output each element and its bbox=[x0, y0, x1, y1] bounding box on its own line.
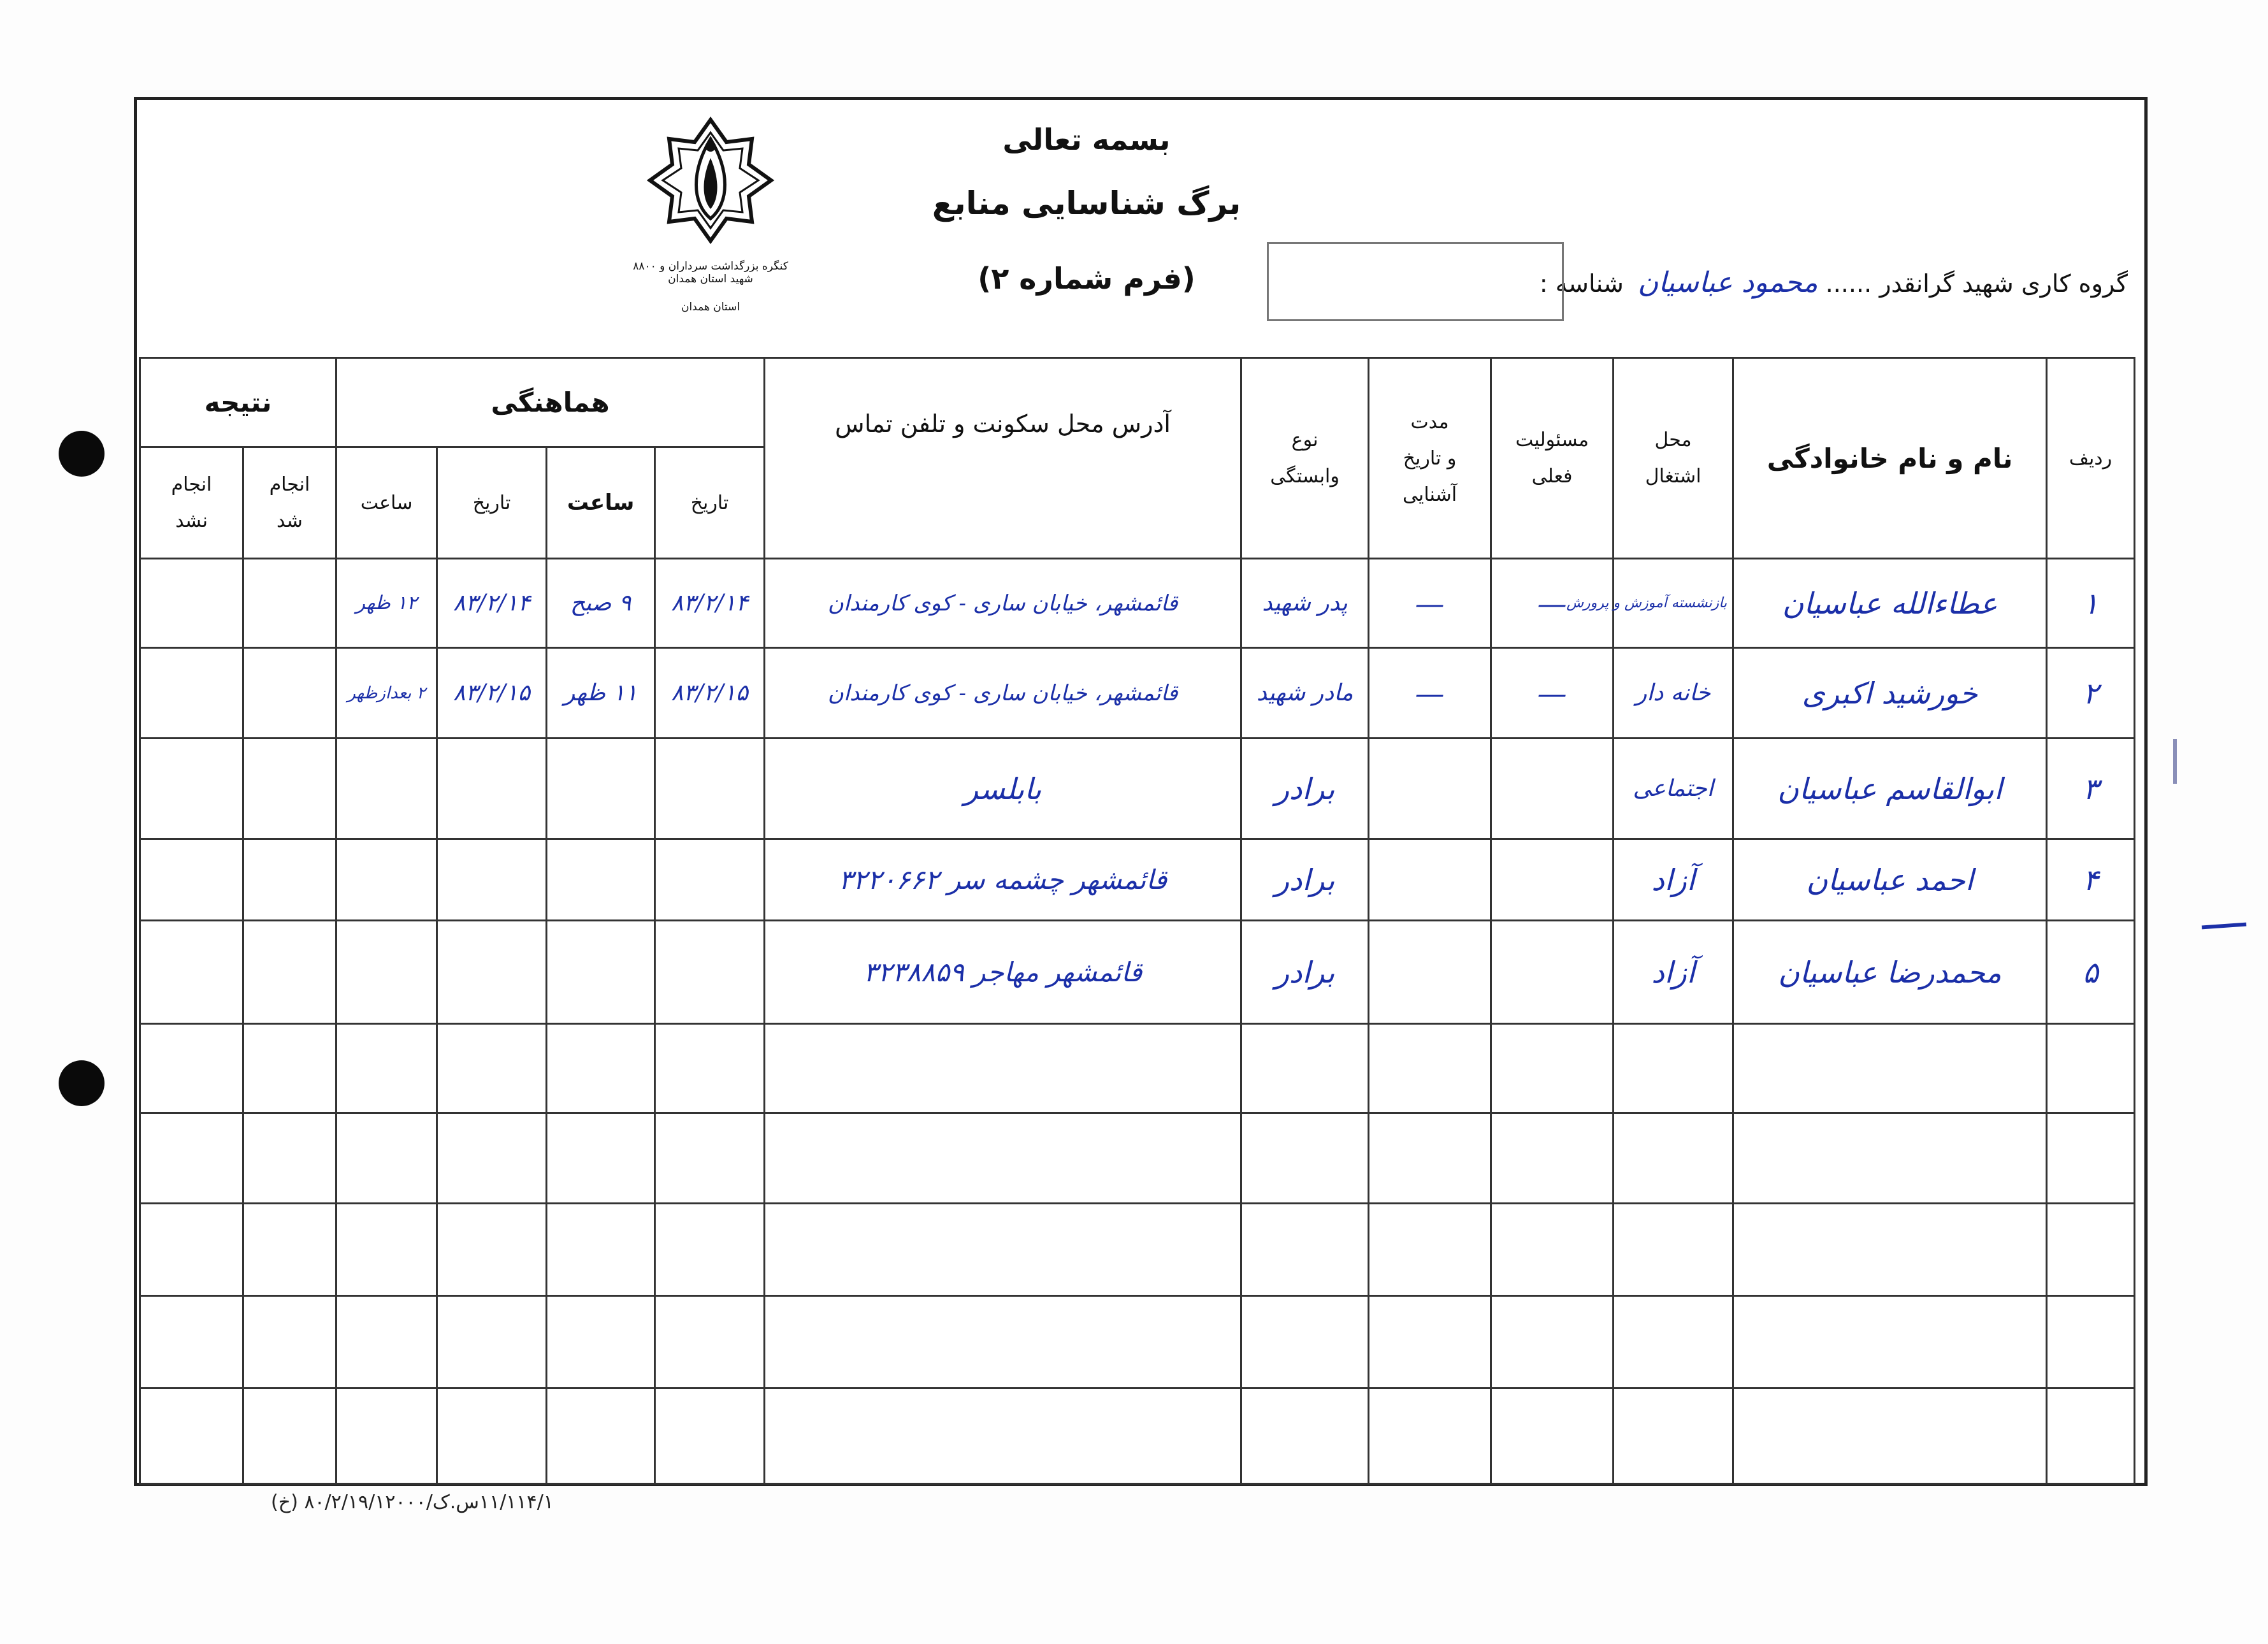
cell-done bbox=[243, 1388, 336, 1484]
cell-job: اجتماعی bbox=[1614, 739, 1733, 839]
cell-coord-date-1 bbox=[655, 1388, 765, 1484]
cell-job: خانه دار bbox=[1614, 648, 1733, 739]
cell-responsibility: — bbox=[1491, 559, 1614, 648]
cell-address bbox=[765, 1113, 1241, 1204]
cell-duration bbox=[1369, 839, 1491, 921]
cell-job: آزاد bbox=[1614, 839, 1733, 921]
cell-coord-date-1 bbox=[655, 1024, 765, 1113]
cell-coord-time-2: ۱۲ ظهر bbox=[336, 559, 437, 648]
cell-coord-time-1 bbox=[547, 839, 655, 921]
cell-coord-date-1: ۸۳/۲/۱۴ bbox=[655, 559, 765, 648]
col-coordination: هماهنگی bbox=[336, 358, 765, 447]
cell-job bbox=[1614, 1113, 1733, 1204]
cell-duration: — bbox=[1369, 559, 1491, 648]
cell-not-done bbox=[140, 559, 243, 648]
cell-not-done bbox=[140, 1024, 243, 1113]
cell-name: ابوالقاسم عباسیان bbox=[1733, 739, 2047, 839]
table-row bbox=[140, 559, 2135, 648]
cell-responsibility: — bbox=[1491, 648, 1614, 739]
col-row-no: ردیف bbox=[2047, 358, 2135, 559]
cell-coord-time-2 bbox=[336, 1204, 437, 1296]
cell-row-no: ۱ bbox=[2047, 559, 2135, 648]
cell-coord-time-1 bbox=[547, 1204, 655, 1296]
cell-coord-date-1: ۸۳/۲/۱۵ bbox=[655, 648, 765, 739]
cell-relation bbox=[1241, 1204, 1369, 1296]
cell-row-no bbox=[2047, 1204, 2135, 1296]
col-not-done: انجام نشد bbox=[140, 447, 243, 559]
logo-subcaption: استان همدان bbox=[681, 301, 740, 314]
cell-responsibility bbox=[1491, 1204, 1614, 1296]
cell-name bbox=[1733, 1113, 2047, 1204]
cell-responsibility bbox=[1491, 839, 1614, 921]
cell-duration: — bbox=[1369, 648, 1491, 739]
group-dots: ...... bbox=[1825, 270, 1872, 298]
cell-responsibility bbox=[1491, 1296, 1614, 1388]
cell-duration bbox=[1369, 1296, 1491, 1388]
margin-scribble-mark bbox=[2173, 739, 2177, 784]
cell-name bbox=[1733, 1388, 2047, 1484]
col-address: آدرس محل سکونت و تلفن تماس bbox=[765, 358, 1241, 559]
cell-address bbox=[765, 1296, 1241, 1388]
cell-row-no bbox=[2047, 1113, 2135, 1204]
cell-duration bbox=[1369, 1204, 1491, 1296]
cell-coord-time-2: ۲ بعدازظهر bbox=[336, 648, 437, 739]
punch-hole-top bbox=[59, 431, 105, 477]
cell-row-no: ۵ bbox=[2047, 921, 2135, 1024]
cell-address: قائمشهر چشمه سر ۳۲۲۰۶۶۲ bbox=[765, 839, 1241, 921]
cell-responsibility bbox=[1491, 739, 1614, 839]
cell-coord-date-2 bbox=[437, 1024, 547, 1113]
form-number: (فرم شماره ۲) bbox=[978, 261, 1195, 296]
cell-coord-time-1 bbox=[547, 921, 655, 1024]
cell-done bbox=[243, 921, 336, 1024]
col-coord-time-2: ساعت bbox=[336, 447, 437, 559]
col-name: نام و نام خانوادگی bbox=[1733, 358, 2047, 559]
group-label: گروه کاری شهید گرانقدر bbox=[1879, 270, 2128, 298]
table-row bbox=[140, 1388, 2135, 1484]
cell-name: محمدرضا عباسیان bbox=[1733, 921, 2047, 1024]
table-row bbox=[140, 648, 2135, 739]
cell-row-no: ۲ bbox=[2047, 648, 2135, 739]
table-row bbox=[140, 739, 2135, 839]
cell-coord-date-1 bbox=[655, 1204, 765, 1296]
cell-address bbox=[765, 1204, 1241, 1296]
cell-coord-time-1: ۱۱ ظهر bbox=[547, 648, 655, 739]
cell-coord-date-1 bbox=[655, 839, 765, 921]
cell-coord-date-1 bbox=[655, 1296, 765, 1388]
cell-coord-time-2 bbox=[336, 1024, 437, 1113]
cell-duration bbox=[1369, 1388, 1491, 1484]
cell-coord-date-2: ۸۳/۲/۱۴ bbox=[437, 559, 547, 648]
cell-coord-date-2 bbox=[437, 739, 547, 839]
cell-address: قائمشهر، خیابان ساری - کوی کارمندان bbox=[765, 559, 1241, 648]
cell-done bbox=[243, 648, 336, 739]
col-coord-time-1: ساعت bbox=[547, 447, 655, 559]
cell-coord-time-2 bbox=[336, 1296, 437, 1388]
cell-row-no: ۴ bbox=[2047, 839, 2135, 921]
cell-relation bbox=[1241, 1296, 1369, 1388]
col-done: انجام شد bbox=[243, 447, 336, 559]
cell-coord-time-1 bbox=[547, 739, 655, 839]
invocation-text: بسمه تعالی bbox=[1002, 122, 1171, 157]
cell-relation bbox=[1241, 1024, 1369, 1113]
cell-name: عطاءالله عباسیان bbox=[1733, 559, 2047, 648]
cell-relation bbox=[1241, 1388, 1369, 1484]
cell-row-no: ۳ bbox=[2047, 739, 2135, 839]
cell-responsibility bbox=[1491, 1113, 1614, 1204]
col-duration: مدت و تاریخ آشنایی bbox=[1369, 358, 1491, 559]
cell-coord-date-2 bbox=[437, 839, 547, 921]
cell-duration bbox=[1369, 739, 1491, 839]
cell-not-done bbox=[140, 1388, 243, 1484]
cell-coord-time-1: ۹ صبح bbox=[547, 559, 655, 648]
table-row bbox=[140, 1113, 2135, 1204]
cell-not-done bbox=[140, 839, 243, 921]
cell-address: بابلسر bbox=[765, 739, 1241, 839]
cell-address: قائمشهر مهاجر ۳۲۳۸۸۵۹ bbox=[765, 921, 1241, 1024]
cell-job: بازنشسته آموزش و پرورش bbox=[1614, 559, 1733, 648]
cell-relation: پدر شهید bbox=[1241, 559, 1369, 648]
group-line bbox=[1540, 266, 2128, 299]
cell-job bbox=[1614, 1388, 1733, 1484]
cell-name bbox=[1733, 1024, 2047, 1113]
cell-done bbox=[243, 559, 336, 648]
cell-not-done bbox=[140, 648, 243, 739]
cell-coord-date-1 bbox=[655, 1113, 765, 1204]
table-row bbox=[140, 839, 2135, 921]
cell-coord-date-2 bbox=[437, 1113, 547, 1204]
cell-coord-time-1 bbox=[547, 1296, 655, 1388]
cell-address: قائمشهر، خیابان ساری - کوی کارمندان bbox=[765, 648, 1241, 739]
cell-coord-time-2 bbox=[336, 839, 437, 921]
cell-done bbox=[243, 1113, 336, 1204]
cell-relation: برادر bbox=[1241, 921, 1369, 1024]
cell-job bbox=[1614, 1024, 1733, 1113]
cell-done bbox=[243, 1024, 336, 1113]
cell-coord-date-2 bbox=[437, 1204, 547, 1296]
cell-not-done bbox=[140, 1204, 243, 1296]
cell-duration bbox=[1369, 1113, 1491, 1204]
cell-row-no bbox=[2047, 1388, 2135, 1484]
cell-row-no bbox=[2047, 1024, 2135, 1113]
cell-duration bbox=[1369, 1024, 1491, 1113]
table-row bbox=[140, 1204, 2135, 1296]
cell-coord-time-1 bbox=[547, 1024, 655, 1113]
header-row-1 bbox=[140, 358, 2135, 447]
cell-coord-time-2 bbox=[336, 1388, 437, 1484]
cell-name bbox=[1733, 1296, 2047, 1388]
cell-not-done bbox=[140, 739, 243, 839]
martyr-name: محمود عباسیان bbox=[1638, 266, 1818, 299]
cell-done bbox=[243, 839, 336, 921]
cell-coord-time-2 bbox=[336, 921, 437, 1024]
id-label: شناسه : bbox=[1539, 270, 1624, 298]
cell-not-done bbox=[140, 921, 243, 1024]
cell-coord-time-2 bbox=[336, 739, 437, 839]
cell-coord-date-1 bbox=[655, 739, 765, 839]
margin-dash-mark bbox=[2202, 923, 2246, 930]
cell-responsibility bbox=[1491, 921, 1614, 1024]
cell-responsibility bbox=[1491, 1024, 1614, 1113]
cell-coord-date-2 bbox=[437, 1388, 547, 1484]
cell-relation: برادر bbox=[1241, 839, 1369, 921]
cell-name bbox=[1733, 1204, 2047, 1296]
cell-coord-time-1 bbox=[547, 1113, 655, 1204]
col-job: محل اشتغال bbox=[1614, 358, 1733, 559]
cell-relation bbox=[1241, 1113, 1369, 1204]
cell-coord-date-1 bbox=[655, 921, 765, 1024]
col-responsibility: مسئولیت فعلی bbox=[1491, 358, 1614, 559]
resources-table bbox=[139, 357, 2135, 1485]
cell-job bbox=[1614, 1204, 1733, 1296]
cell-job bbox=[1614, 1296, 1733, 1388]
cell-row-no bbox=[2047, 1296, 2135, 1388]
logo-caption: کنگره بزرگداشت سرداران و ۸۸۰۰ شهید استان همدان bbox=[633, 260, 788, 285]
footer-code: ۱۱/۱۱۴/۱س.ک/۸۰/۲/۱۹/۱۲۰۰۰ (خ) bbox=[271, 1491, 554, 1513]
id-field[interactable] bbox=[1267, 242, 1564, 321]
cell-relation: مادر شهید bbox=[1241, 648, 1369, 739]
cell-name: خورشید اکبری bbox=[1733, 648, 2047, 739]
cell-done bbox=[243, 1296, 336, 1388]
cell-not-done bbox=[140, 1113, 243, 1204]
form-title: برگ شناسایی منابع bbox=[932, 185, 1241, 222]
table-row bbox=[140, 1296, 2135, 1388]
cell-coord-date-2: ۸۳/۲/۱۵ bbox=[437, 648, 547, 739]
cell-coord-time-2 bbox=[336, 1113, 437, 1204]
col-relation: نوع وابستگی bbox=[1241, 358, 1369, 559]
cell-coord-date-2 bbox=[437, 1296, 547, 1388]
punch-hole-bottom bbox=[59, 1060, 105, 1106]
cell-duration bbox=[1369, 921, 1491, 1024]
col-coord-date-1: تاریخ bbox=[655, 447, 765, 559]
cell-relation: برادر bbox=[1241, 739, 1369, 839]
cell-responsibility bbox=[1491, 1388, 1614, 1484]
cell-done bbox=[243, 1204, 336, 1296]
cell-address bbox=[765, 1024, 1241, 1113]
table-row bbox=[140, 921, 2135, 1024]
cell-coord-time-1 bbox=[547, 1388, 655, 1484]
table-row bbox=[140, 1024, 2135, 1113]
cell-address bbox=[765, 1388, 1241, 1484]
cell-not-done bbox=[140, 1296, 243, 1388]
col-result: نتیجه bbox=[140, 358, 336, 447]
col-coord-date-2: تاریخ bbox=[437, 447, 547, 559]
cell-coord-date-2 bbox=[437, 921, 547, 1024]
cell-name: احمد عباسیان bbox=[1733, 839, 2047, 921]
cell-job: آزاد bbox=[1614, 921, 1733, 1024]
cell-done bbox=[243, 739, 336, 839]
